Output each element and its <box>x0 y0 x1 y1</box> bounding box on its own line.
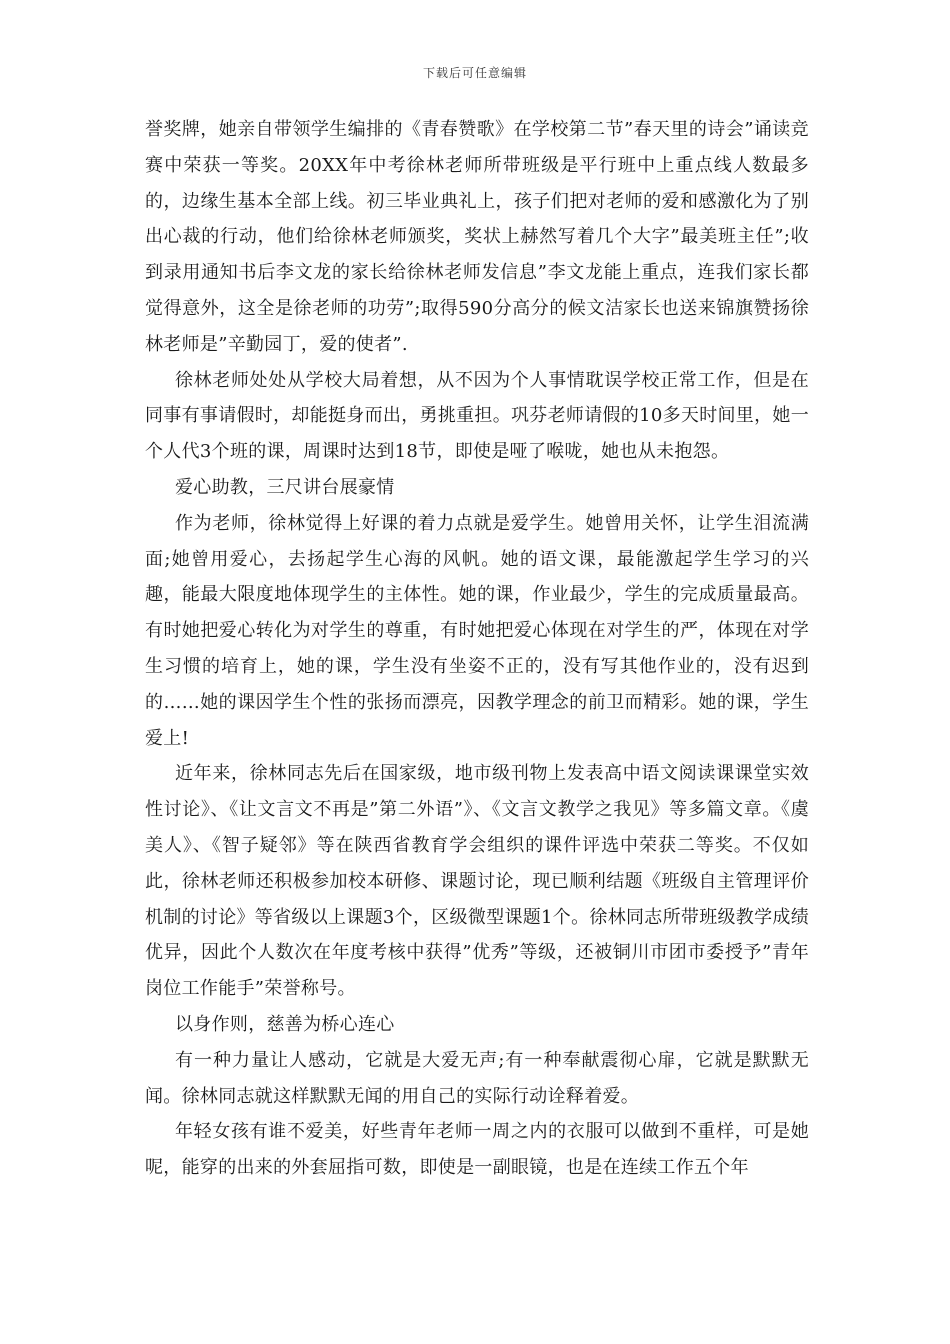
paragraph-1: 誉奖牌，她亲自带领学生编排的《青春赞歌》在学校第二节”春天里的诗会”诵读竞赛中荣获一等奖。20XX年中考徐林老师所带班级是平行班中上重点线人数最多的，边缘生基本全部上线。初三毕业典礼上，孩子们把对老师的爱和感激化为了别出心裁的行动，他们给徐林老师颁奖，奖状上赫然写着几个大字”最美班主任”;收到录用通知书后李文龙的家长给徐林老师发信息”李文龙能上重点，连我们家长都觉得意外，这全是徐老师的功劳”;取得590分高分的候文洁家长也送来锦旗赞扬徐林老师是”辛勤园丁，爱的使者”. <box>145 119 809 355</box>
section-heading-lead-by-example: 以身作则，慈善为桥心连心 <box>175 1013 395 1035</box>
paragraph-4: 近年来，徐林同志先后在国家级，地市级刊物上发表高中语文阅读课课堂实效性讨论》、《让文言文不再是”第二外语”》、《文言文教学之我见》等多篇文章。《虞美人》、《智子疑邻》等在陕西省教育学会组织的课件评选中荣获二等奖。不仅如此，徐林老师还积极参加校本研修、课题讨论，现已顺利结题《班级自主管理评价机制的讨论》等省级以上课题3个，区级微型课题1个。徐林同志所带班级教学成绩优异，因此个人数次在年度考核中获得”优秀”等级，还被铜川市团市委授予”青年岗位工作能手”荣誉称号。 <box>145 763 810 1000</box>
section-heading-loving-teaching: 爱心助教，三尺讲台展豪情 <box>175 476 395 498</box>
paragraph-3: 作为老师，徐林觉得上好课的着力点就是爱学生。她曾用关怀，让学生泪流满面;她曾用爱心，去扬起学生心海的风帆。她的语文课，最能激起学生学习的兴趣，能最大限度地体现学生的主体性。她的课，作业最少，学生的完成质量最高。有时她把爱心转化为对学生的尊重，有时她把爱心体现在对学生的严，体现在对学生习惯的培育上，她的课，学生没有坐姿不正的，没有写其他作业的，没有迟到的……她的课因学生个性的张扬而漂亮，因教学理念的前卫而精彩。她的课，学生爱上! <box>145 512 809 749</box>
paragraph-6: 年轻女孩有谁不爱美，好些青年老师一周之内的衣服可以做到不重样，可是她呢，能穿的出来的外套屈指可数，即使是一副眼镜，也是在连续工作五个年 <box>145 1121 809 1179</box>
page-header: 下载后可任意编辑 <box>422 66 527 80</box>
paragraph-5: 有一种力量让人感动，它就是大爱无声;有一种奉献震彻心扉，它就是默默无闻。徐林同志就这样默默无闻的用自己的实际行动诠释着爱。 <box>145 1049 809 1107</box>
document-body <box>145 112 809 1186</box>
paragraph-2: 徐林老师处处从学校大局着想，从不因为个人事情耽误学校正常工作，但是在同事有事请假时，却能挺身而出，勇挑重担。巩芬老师请假的10多天时间里，她一个人代3个班的课，周课时达到18节，即使是哑了喉咙，她也从未抱怨。 <box>145 369 810 463</box>
